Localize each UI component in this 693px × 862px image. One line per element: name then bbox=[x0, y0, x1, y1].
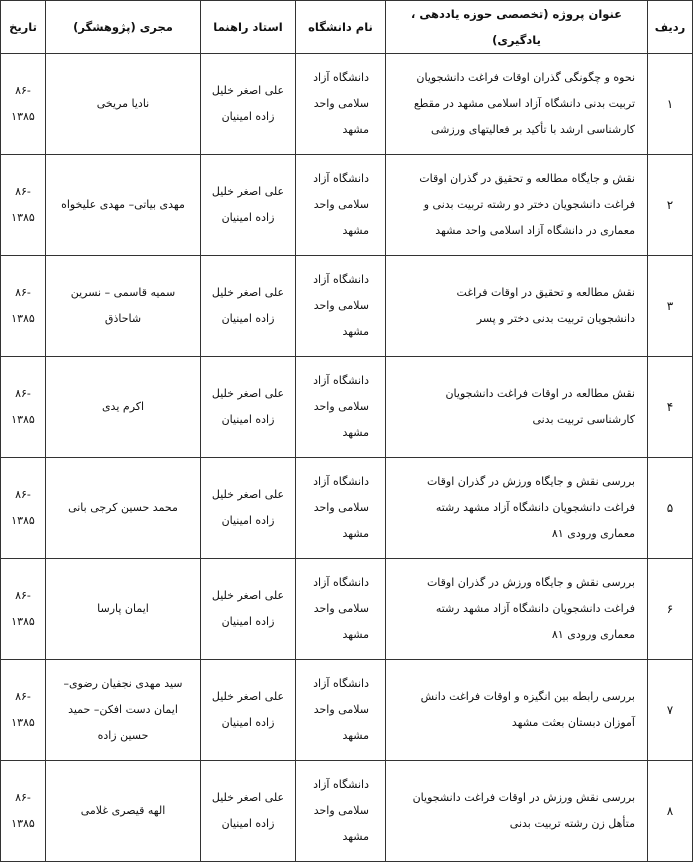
project-date: -۸۶ ۱۳۸۵ bbox=[11, 791, 35, 830]
project-title: بررسی نقش ورزش در اوقات فراغت دانشجویان متأهل زن رشته تربیت بدنی bbox=[412, 791, 635, 830]
project-title: نحوه و چگونگی گذران اوقات فراغت دانشجویان تربیت بدنی دانشگاه آزاد اسلامی مشهد در مقطع کارشناسی ارشد با تأکید بر فعالیتهای ورزشی bbox=[413, 71, 635, 136]
row-number: ۳ bbox=[648, 256, 693, 357]
row-number: ۸ bbox=[648, 761, 693, 862]
advisor-name: علی اصغر خلیل زاده امینیان bbox=[211, 690, 285, 729]
university-name: دانشگاه آزاد سلامی واحد مشهد bbox=[313, 172, 369, 237]
table-row bbox=[1, 761, 693, 862]
table-row bbox=[1, 256, 693, 357]
researcher-name: نادیا مریخی bbox=[96, 97, 150, 110]
row-number: ۷ bbox=[648, 660, 693, 761]
table-row bbox=[1, 660, 693, 761]
researcher-name: اکرم یدی bbox=[101, 400, 145, 413]
header-row-number: ردیف bbox=[648, 1, 693, 54]
row-number: ۵ bbox=[648, 458, 693, 559]
project-title: نقش مطالعه در اوقات فراغت دانشجویان کارشناسی تربیت بدنی bbox=[445, 387, 635, 426]
row-number: ۱ bbox=[648, 54, 693, 155]
project-title: بررسی نقش و جایگاه ورزش در گذران اوقات فراغت دانشجویان دانشگاه آزاد مشهد رشته معماری ورودی ۸۱ bbox=[426, 475, 635, 540]
project-date: -۸۶ ۱۳۸۵ bbox=[11, 84, 35, 123]
header-advisor: استاد راهنما bbox=[201, 1, 296, 54]
researcher-name: سمیه قاسمی – نسرین شاحاذق bbox=[70, 286, 176, 325]
advisor-name: علی اصغر خلیل زاده امینیان bbox=[211, 387, 285, 426]
researcher-name: ایمان پارسا bbox=[97, 602, 149, 615]
project-title: بررسی رابطه بین انگیزه و اوقات فراغت دانش آموزان دبستان بعثت مشهد bbox=[420, 690, 635, 729]
university-name: دانشگاه آزاد سلامی واحد مشهد bbox=[313, 71, 369, 136]
header-researcher: مجری (پژوهشگر) bbox=[46, 1, 201, 54]
advisor-name: علی اصغر خلیل زاده امینیان bbox=[211, 791, 285, 830]
project-date: -۸۶ ۱۳۸۵ bbox=[11, 488, 35, 527]
header-university: نام دانشگاه bbox=[296, 1, 386, 54]
advisor-name: علی اصغر خلیل زاده امینیان bbox=[211, 488, 285, 527]
advisor-name: علی اصغر خلیل زاده امینیان bbox=[211, 286, 285, 325]
researcher-name: الهه قیصری غلامی bbox=[80, 804, 166, 817]
advisor-name: علی اصغر خلیل زاده امینیان bbox=[211, 84, 285, 123]
university-name: دانشگاه آزاد سلامی واحد مشهد bbox=[313, 677, 369, 742]
project-title: بررسی نقش و جایگاه ورزش در گذران اوقات فراغت دانشجویان دانشگاه آزاد مشهد رشته معماری ورودی ۸۱ bbox=[426, 576, 635, 641]
row-number: ۶ bbox=[648, 559, 693, 660]
project-date: -۸۶ ۱۳۸۵ bbox=[11, 589, 35, 628]
table-row bbox=[1, 458, 693, 559]
table-row bbox=[1, 357, 693, 458]
university-name: دانشگاه آزاد سلامی واحد مشهد bbox=[313, 273, 369, 338]
table-row bbox=[1, 155, 693, 256]
researcher-name: سید مهدی نجفیان رضوی– ایمان دست افکن– حمید حسین زاده bbox=[63, 677, 183, 742]
university-name: دانشگاه آزاد سلامی واحد مشهد bbox=[313, 374, 369, 439]
advisor-name: علی اصغر خلیل زاده امینیان bbox=[211, 589, 285, 628]
researcher-name: مهدی بیاتی– مهدی علیخواه bbox=[61, 198, 185, 211]
project-title: نقش مطالعه و تحقیق در اوقات فراغت دانشجویان تربیت بدنی دختر و پسر bbox=[456, 286, 635, 325]
advisor-name: علی اصغر خلیل زاده امینیان bbox=[211, 185, 285, 224]
table-row bbox=[1, 54, 693, 155]
header-date: تاریخ bbox=[1, 1, 46, 54]
project-date: -۸۶ ۱۳۸۵ bbox=[11, 690, 35, 729]
project-date: -۸۶ ۱۳۸۵ bbox=[11, 185, 35, 224]
university-name: دانشگاه آزاد سلامی واحد مشهد bbox=[313, 475, 369, 540]
project-date: -۸۶ ۱۳۸۵ bbox=[11, 387, 35, 426]
project-date: -۸۶ ۱۳۸۵ bbox=[11, 286, 35, 325]
university-name: دانشگاه آزاد سلامی واحد مشهد bbox=[313, 778, 369, 843]
table-header-row bbox=[1, 1, 693, 54]
header-project-title: عنوان پروژه (تخصصی حوزه یاددهی ، یادگیری) bbox=[386, 1, 648, 54]
university-name: دانشگاه آزاد سلامی واحد مشهد bbox=[313, 576, 369, 641]
table-row bbox=[1, 559, 693, 660]
project-title: نقش و جایگاه مطالعه و تحقیق در گذران اوقات فراغت دانشجویان دختر دو رشته تربیت بدنی و معماری در دانشگاه آزاد اسلامی واحد مشهد bbox=[419, 172, 635, 237]
row-number: ۴ bbox=[648, 357, 693, 458]
researcher-name: محمد حسین کرجی بانی bbox=[68, 501, 178, 514]
row-number: ۲ bbox=[648, 155, 693, 256]
